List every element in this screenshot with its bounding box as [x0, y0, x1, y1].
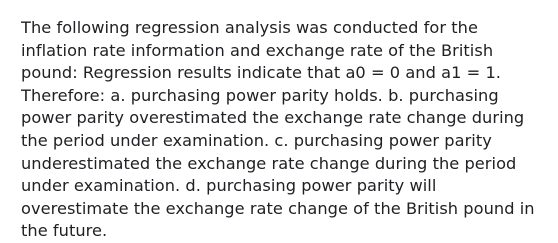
question-text: The following regression analysis was conducted for the inflation rate information and exchange rate of the British pound: Regression results indicate that a0 = 0 and a1 = 1. Therefore: a. purchasing power parity holds. b. purchasing power parity overestimated the exchange rate change during the period under examination. c. purchasing power parity underestimated the exchange rate change during the period under examination. d. purchasing power parity will overestimate the exchange rate change of the British pound in the future. [21, 18, 535, 241]
